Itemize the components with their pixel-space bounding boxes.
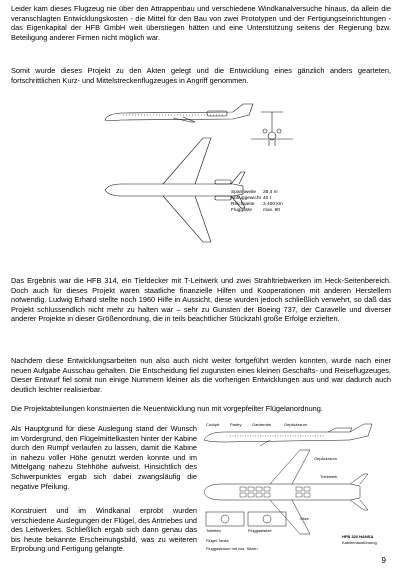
spec-value-3: max. 80 bbox=[263, 208, 281, 213]
paragraph-2: Somit wurde dieses Projekt zu den Akten gelegt und die Entwicklung eines gänzlich anders gearteten, fortschrittlichen Kurz- und Mittelstreckenflugzeuges in Angriff genommen. bbox=[11, 66, 391, 85]
label-gepaeckraum: Gepäckraum bbox=[284, 422, 307, 427]
side-view bbox=[105, 104, 253, 122]
paragraph-4: Nachdem diese Entwicklungsarbeiten nun also auch nicht weiter fortgeführt werden konnten, wurde nach einer neuen Aufgabe Ausschau gehalten. Die Entscheidung fiel zugunsten eines kleinen Geschäfts- und Reiseflugzeuges. Dieser Entwurf fiel somit nun einige Nummern kleiner als die vorherigen Entwicklungen aus und war dadurch auch deutlich leichter realisierbar. bbox=[11, 356, 391, 394]
label-garderobe: Garderobe bbox=[252, 422, 272, 427]
label-fluggastsitze: Fluggastsitze bbox=[248, 528, 272, 533]
paragraph-7: Konstruiert und im Windkanal erprobt wurden verschiedene Auslegungen der Flügel, des Antriebes und des Leitwerkes. Schließlich ergab sich dann genau das bis heute bekannte Erscheinungsbild, was zu weiteren Erprobung und Fertigung gelangte. bbox=[11, 506, 197, 554]
label-toiletten: Toiletten bbox=[206, 528, 221, 533]
paragraph-3: Das Ergebnis war die HFB 314, ein Tiefdecker mit T-Leitwerk und zwei Strahltriebwerken im Heck-Seitenbereich. Doch auch für dieses Projekt waren staatliche finanzielle Hilfen und Kooperationen mit anderen Herstellern notwendig. Ludwig Erhard stellte noch 1960 Hilfe in Aussicht, diese wurden jedoch schließlich verwehrt, so daß das Projekt schlussendlich nicht mehr zu halten war – sehr zu Gunsten der Boeing 737, der Caravelle und diverser anderer Projekte in dieser Größenordnung, die in teils beachtlicher Stückzahl große Erfolge erzielten. bbox=[11, 276, 391, 324]
spec-label-2: Reichweite bbox=[231, 202, 255, 207]
front-view bbox=[251, 112, 293, 146]
side-view bbox=[204, 424, 372, 446]
spec-label-0: Spannweite bbox=[231, 190, 257, 195]
label-sitze: Sitze bbox=[300, 516, 309, 521]
label-cabin: Gepäckraum bbox=[314, 456, 337, 461]
paragraph-1: Leider kam dieses Flugzeug nie über den Attrappenbau und verschiedene Windkanalversuche hinaus, da allein die veranschlagten Entwicklungskosten - die Mittel für den Bau von zwei Prototypen und der Fertigungseinrichtungen - das Eigenkapital der HFB GmbH weit überstiegen hätten und eine Unterstützung seitens der Regierung bzw. Beteiligung anderer Firmen nicht möglich war. bbox=[11, 4, 391, 42]
spec-value-0: 28,4 m bbox=[263, 190, 278, 195]
label-cockpit: Cockpit bbox=[206, 422, 220, 427]
hfb-320-cabin-layout-drawing bbox=[200, 420, 396, 556]
label-triebwerk: Triebwerk bbox=[320, 474, 338, 479]
page-number: 9 bbox=[381, 556, 386, 565]
spec-label-3: Fluggäste bbox=[231, 208, 253, 213]
caption-title: HFB 320 HANSA bbox=[342, 534, 374, 539]
detail-sections bbox=[206, 512, 286, 526]
hfb-314-three-view-drawing bbox=[103, 98, 323, 263]
paragraph-6: Als Hauptgrund für diese Auslegung stand der Wunsch im Vordergrund, den Flügelmittelkasten hinter der Kabine durch den Rumpf verlaufen zu lassen, damit die Kabine in nahezu voller Höhe genutzt werden konnte und im Mittelgang nahezu Stehhöhe aufweist. Hinsichtlich des Schwerpunktes ergab sich dabei zwangsläufig die negative Pfeilung. bbox=[11, 424, 197, 491]
label-pantry: Pantry bbox=[230, 422, 242, 427]
spec-value-1: 40 t bbox=[263, 196, 272, 201]
paragraph-5: Die Projektabteilungen konstruierten die Neuentwicklung nun mit vorgepfeilter Flügelanordnung. bbox=[11, 404, 323, 413]
spec-label-1: Abfluggewicht bbox=[231, 196, 261, 201]
plan-view bbox=[105, 138, 245, 242]
caption-bottom-1: Flügel-Tanks bbox=[206, 538, 229, 543]
caption-bottom-2: Fluggastraum mit zus. Sitzen bbox=[206, 546, 258, 551]
spec-value-2: 3 400 km bbox=[263, 202, 283, 207]
caption-subtitle: Kabinenausführung bbox=[342, 540, 377, 545]
